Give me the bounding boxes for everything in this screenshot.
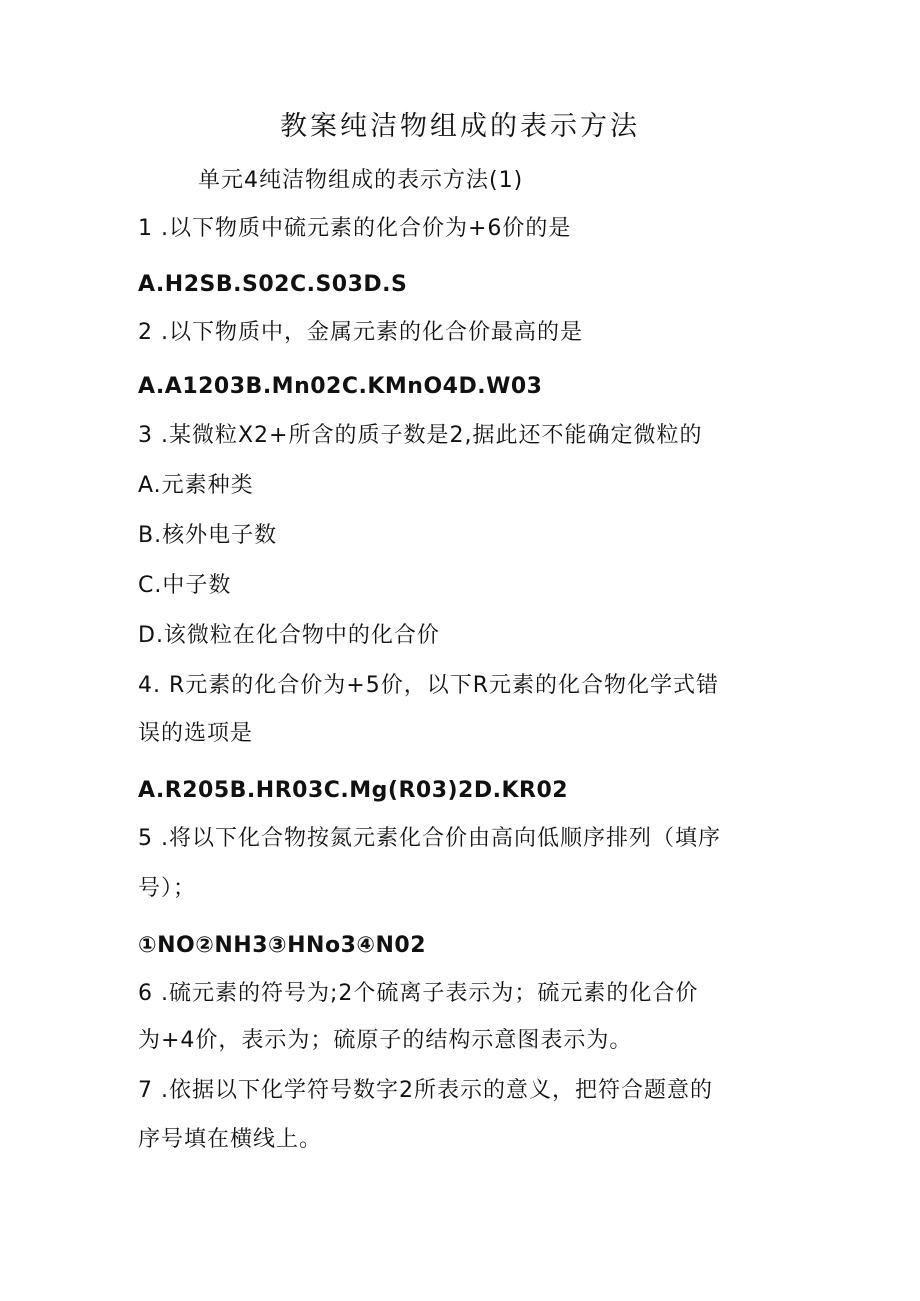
question-7-text-line-2: 序号填在横线上。 [138, 1127, 323, 1152]
question-4-text-line-2: 误的选项是 [138, 721, 254, 746]
question-3-option-c: C.中子数 [138, 573, 232, 598]
question-4-text-line-1: 4. R元素的化合价为+5价，以下R元素的化合物化学式错 [138, 673, 719, 698]
question-1-options: A.H2SB.S02C.S03D.S [138, 272, 408, 297]
question-4-options: A.R205B.HR03C.Mg(R03)2D.KR02 [138, 778, 569, 803]
question-3-option-b: B.核外电子数 [138, 523, 278, 548]
question-6-text-line-2: 为+4价，表示为；硫原子的结构示意图表示为。 [138, 1028, 633, 1053]
question-3-option-d: D.该微粒在化合物中的化合价 [138, 623, 440, 648]
question-1-text: 1 .以下物质中硫元素的化合价为+6价的是 [138, 216, 572, 241]
document-subtitle: 单元4纯洁物组成的表示方法(1) [198, 168, 524, 193]
question-5-compounds: ①NO②NH3③HNo3④N02 [138, 933, 427, 958]
question-6-text-line-1: 6 .硫元素的符号为;2个硫离子表示为；硫元素的化合价 [138, 981, 699, 1006]
question-3-text: 3 .某微粒X2+所含的质子数是2,据此还不能确定微粒的 [138, 423, 703, 448]
question-2-options: A.A1203B.Mn02C.KMnO4D.W03 [138, 374, 543, 399]
document-title: 教案纯洁物组成的表示方法 [280, 111, 640, 142]
question-2-text: 2 .以下物质中，金属元素的化合价最高的是 [138, 320, 583, 345]
question-7-text-line-1: 7 .依据以下化学符号数字2所表示的意义，把符合题意的 [138, 1078, 713, 1103]
question-5-text-line-2: 号）； [138, 876, 197, 901]
question-3-option-a: A.元素种类 [138, 473, 254, 498]
question-5-text-line-1: 5 .将以下化合物按氮元素化合价由高向低顺序排列（填序 [138, 826, 721, 851]
